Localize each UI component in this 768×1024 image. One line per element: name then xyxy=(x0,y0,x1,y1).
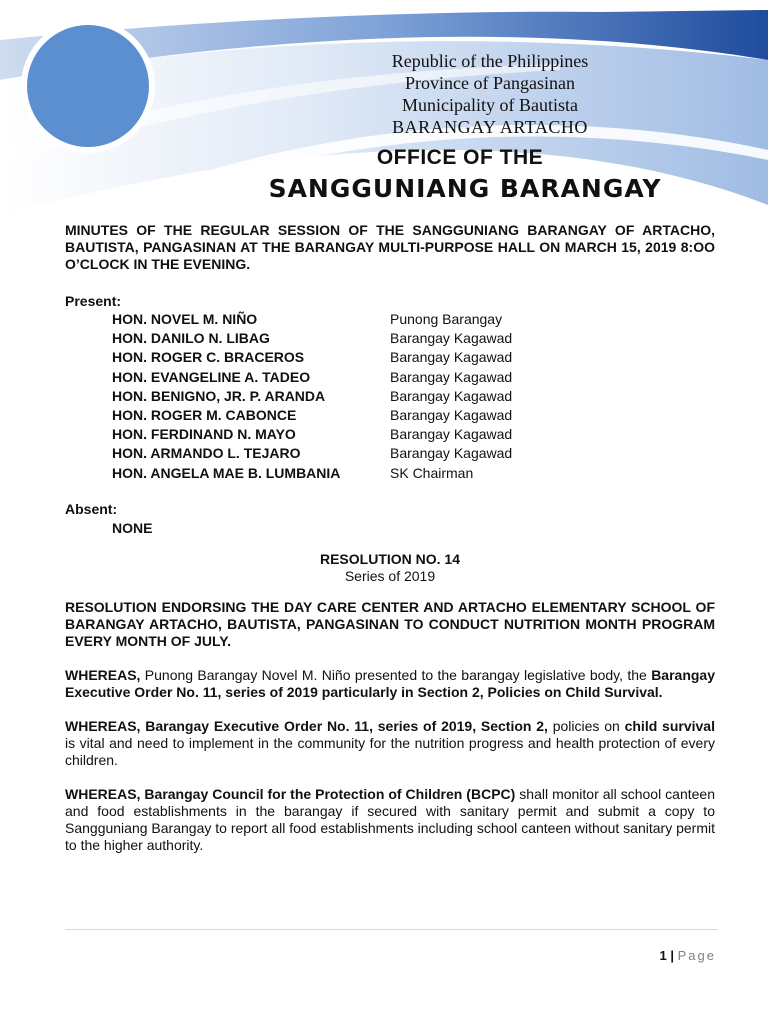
attendee-row xyxy=(65,425,715,444)
letterhead-text xyxy=(300,50,680,138)
present-label: Present: xyxy=(65,293,122,309)
page-label: Page xyxy=(677,948,716,963)
attendee-position: Barangay Kagawad xyxy=(390,387,513,404)
page-separator: | xyxy=(670,948,674,963)
attendee-row xyxy=(65,329,715,348)
footer-divider xyxy=(65,929,718,930)
resolution-number: RESOLUTION NO. 14 xyxy=(319,550,461,567)
whereas-paragraph xyxy=(65,667,715,701)
attendee-name: HON. NOVEL M. NIÑO xyxy=(112,311,258,328)
attendee-name: HON. ROGER C. BRACEROS xyxy=(112,349,305,366)
attendee-row xyxy=(65,310,715,329)
attendee-name: HON. DANILO N. LIBAG xyxy=(112,330,270,347)
attendee-row xyxy=(65,387,715,406)
attendee-position: Barangay Kagawad xyxy=(390,368,513,385)
republic-line: Republic of the Philippines xyxy=(391,51,589,71)
attendee-row xyxy=(65,444,715,463)
office-title-line2: SANGGUNIANG BARANGAY xyxy=(268,174,662,203)
attendee-position: SK Chairman xyxy=(390,464,474,481)
whereas-text: is vital and need to implement in the community for the nutrition progress and health protection of every children. xyxy=(65,734,715,768)
office-title-line1: OFFICE OF THE xyxy=(376,146,544,169)
attendee-name: HON. ANGELA MAE B. LUMBANIA xyxy=(112,464,341,481)
attendee-row xyxy=(65,368,715,387)
whereas-lead: WHEREAS, Barangay Council for the Protection of Children (BCPC) xyxy=(65,785,516,802)
attendee-row xyxy=(65,406,715,425)
minutes-heading: MINUTES OF THE REGULAR SESSION OF THE SANGGUNIANG BARANGAY OF ARTACHO, BAUTISTA, PANGASINAN AT THE BARANGAY MULTI-PURPOSE HALL ON MARCH 15, 2019 8:OO O’CLOCK IN THE EVENING. xyxy=(65,222,715,272)
attendee-position: Barangay Kagawad xyxy=(390,407,513,424)
whereas-emphasis: child survival xyxy=(624,717,715,734)
province-line: Province of Pangasinan xyxy=(405,73,575,93)
attendee-position: Barangay Kagawad xyxy=(390,330,513,347)
attendee-position: Barangay Kagawad xyxy=(390,445,513,462)
attendee-position: Barangay Kagawad xyxy=(390,349,513,366)
municipality-line: Municipality of Bautista xyxy=(402,95,578,115)
attendee-row xyxy=(65,464,715,483)
page-number: 1 xyxy=(659,948,667,963)
document-body xyxy=(65,222,715,854)
attendee-position: Punong Barangay xyxy=(390,311,503,328)
attendee-name: HON. EVANGELINE A. TADEO xyxy=(112,368,311,385)
resolution-series: Series of 2019 xyxy=(344,567,436,584)
attendee-list xyxy=(65,310,715,483)
attendee-name: HON. FERDINAND N. MAYO xyxy=(112,426,296,443)
resolution-title: RESOLUTION ENDORSING THE DAY CARE CENTER AND ARTACHO ELEMENTARY SCHOOL OF BARANGAY ARTACHO, BAUTISTA, PANGASINAN TO CONDUCT NUTRITION MONTH PROGRAM EVERY MONTH OF JULY. xyxy=(65,598,715,649)
whereas-paragraph xyxy=(65,718,715,769)
attendee-name: HON. ARMANDO L. TEJARO xyxy=(112,445,301,462)
attendee-row xyxy=(65,348,715,367)
whereas-text: shall monitor all school canteen and food establishments in the barangay if secured with sanitary permit and submit a copy to Sangguniang Barangay to report all food establishments including school canteen without sanitary permit to the higher authority. xyxy=(65,785,715,853)
whereas-text: policies on xyxy=(547,717,625,734)
whereas-paragraph xyxy=(65,786,715,854)
absent-label: Absent: xyxy=(65,500,118,517)
whereas-text: Punong Barangay Novel M. Niño presented to the barangay legislative body, the xyxy=(140,666,652,683)
barangay-line: BARANGAY ARTACHO xyxy=(392,117,588,137)
whereas-lead: WHEREAS, xyxy=(65,666,141,683)
whereas-lead: WHEREAS, Barangay Executive Order No. 11, series of 2019, Section 2, xyxy=(65,717,548,734)
attendee-position: Barangay Kagawad xyxy=(390,426,513,443)
page-footer xyxy=(660,948,717,963)
whereas-emphasis: Barangay Executive Order No. 11, series of 2019 particularly in Section 2, Policies on Child Survival. xyxy=(65,666,715,700)
attendee-name: HON. ROGER M. CABONCE xyxy=(112,407,297,424)
emblem-circle xyxy=(24,22,152,150)
attendee-name: HON. BENIGNO, JR. P. ARANDA xyxy=(112,387,326,404)
absent-value: NONE xyxy=(112,519,153,536)
